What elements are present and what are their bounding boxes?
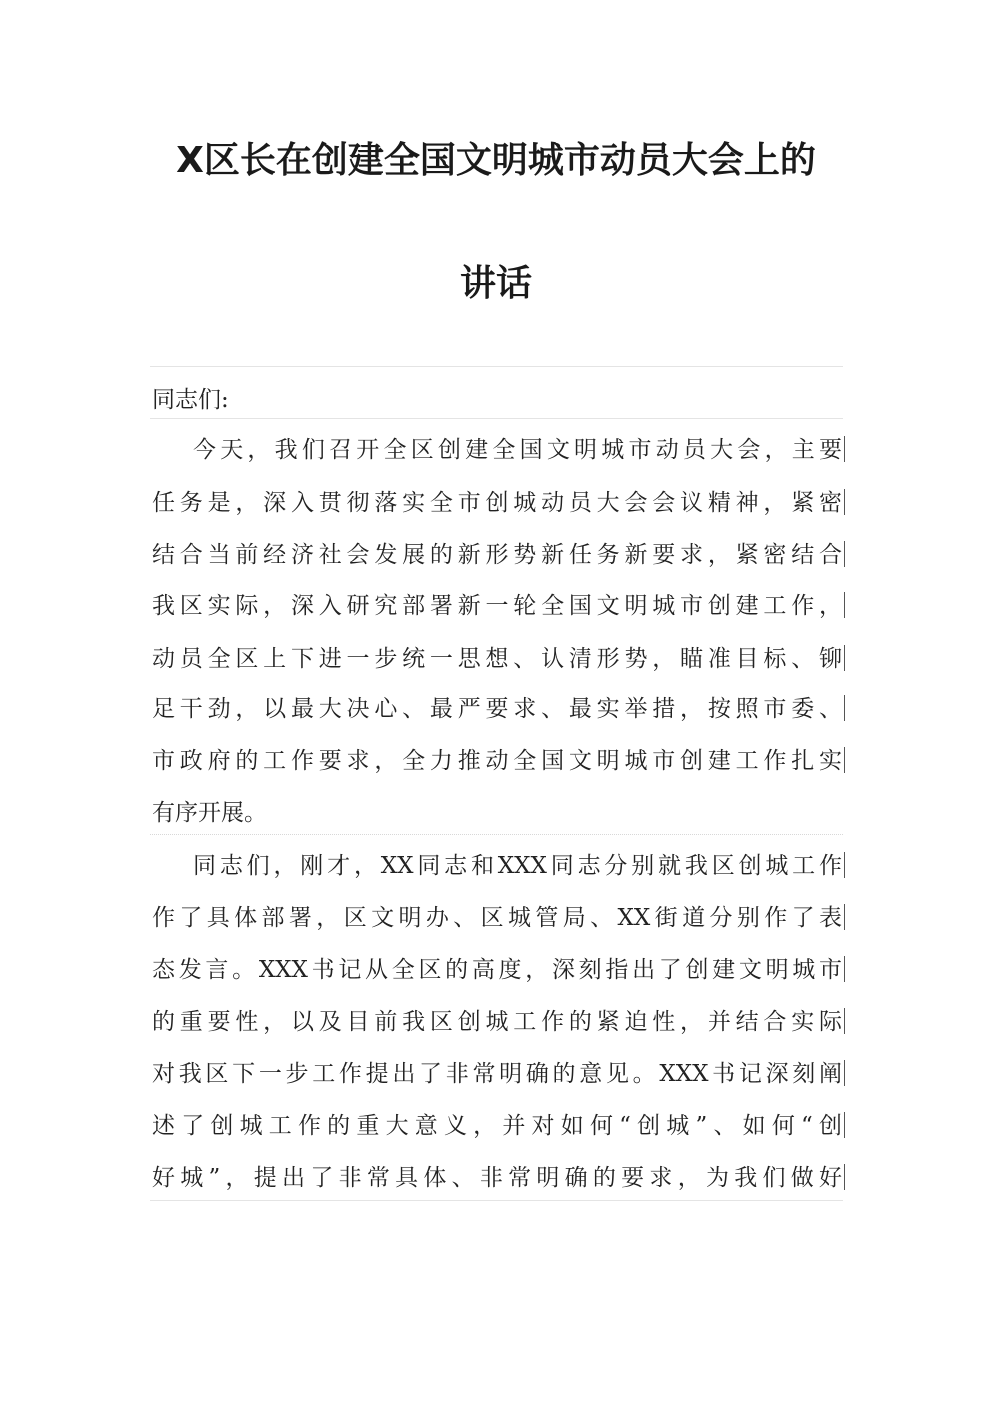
margin-mark: [844, 592, 845, 618]
margin-mark: [844, 695, 845, 721]
paragraph-line: 的重要性，以及目前我区创城工作的紧迫性，并结合实际: [152, 1009, 842, 1035]
paragraph-line: 足干劲，以最大决心、最严要求、最实举措，按照市委、: [152, 696, 842, 722]
paragraph-line: 动员全区上下进一步统一思想、认清形势，瞄准目标、铆: [152, 646, 842, 672]
divider: [150, 1200, 843, 1201]
paragraph-line: 好城”，提出了非常具体、非常明确的要求，为我们做好: [152, 1165, 842, 1191]
paragraph-line: 今天，我们召开全区创建全国文明城市动员大会，主要: [193, 437, 842, 463]
margin-mark: [844, 956, 845, 982]
divider: [150, 418, 843, 419]
margin-mark: [844, 489, 845, 515]
salutation: 同志们:: [152, 387, 229, 413]
paragraph-line: 作了具体部署，区文明办、区城管局、XX街道分别作了表: [152, 905, 842, 931]
divider: [150, 834, 843, 835]
paragraph-line: 我区实际，深入研究部署新一轮全国文明城市创建工作，: [152, 593, 842, 619]
margin-mark: [844, 904, 845, 930]
paragraph-line: 述了创城工作的重大意义，并对如何“创城”、如何“创: [152, 1113, 842, 1139]
margin-mark: [844, 1112, 845, 1138]
paragraph-line: 对我区下一步工作提出了非常明确的意见。XXX书记深刻阐: [152, 1061, 842, 1087]
divider: [150, 366, 843, 367]
paragraph-line: 结合当前经济社会发展的新形势新任务新要求，紧密结合: [152, 542, 842, 568]
margin-mark: [844, 1164, 845, 1190]
paragraph-line: 同志们，刚才，XX同志和XXX同志分别就我区创城工作: [193, 853, 842, 879]
margin-mark: [844, 852, 845, 878]
paragraph-line: 有序开展。: [152, 800, 267, 826]
margin-mark: [844, 541, 845, 567]
margin-mark: [844, 747, 845, 773]
document-title-line-2: 讲话: [459, 263, 532, 304]
margin-mark: [844, 645, 845, 671]
margin-mark: [844, 1008, 845, 1034]
document-title-line-1: X区长在创建全国文明城市动员大会上的: [176, 140, 816, 181]
margin-mark: [844, 436, 845, 462]
paragraph-line: 市政府的工作要求，全力推动全国文明城市创建工作扎实: [152, 748, 842, 774]
margin-mark: [844, 1060, 845, 1086]
paragraph-line: 任务是，深入贯彻落实全市创城动员大会会议精神，紧密: [152, 490, 842, 516]
paragraph-line: 态发言。XXX书记从全区的高度，深刻指出了创建文明城市: [152, 957, 842, 983]
